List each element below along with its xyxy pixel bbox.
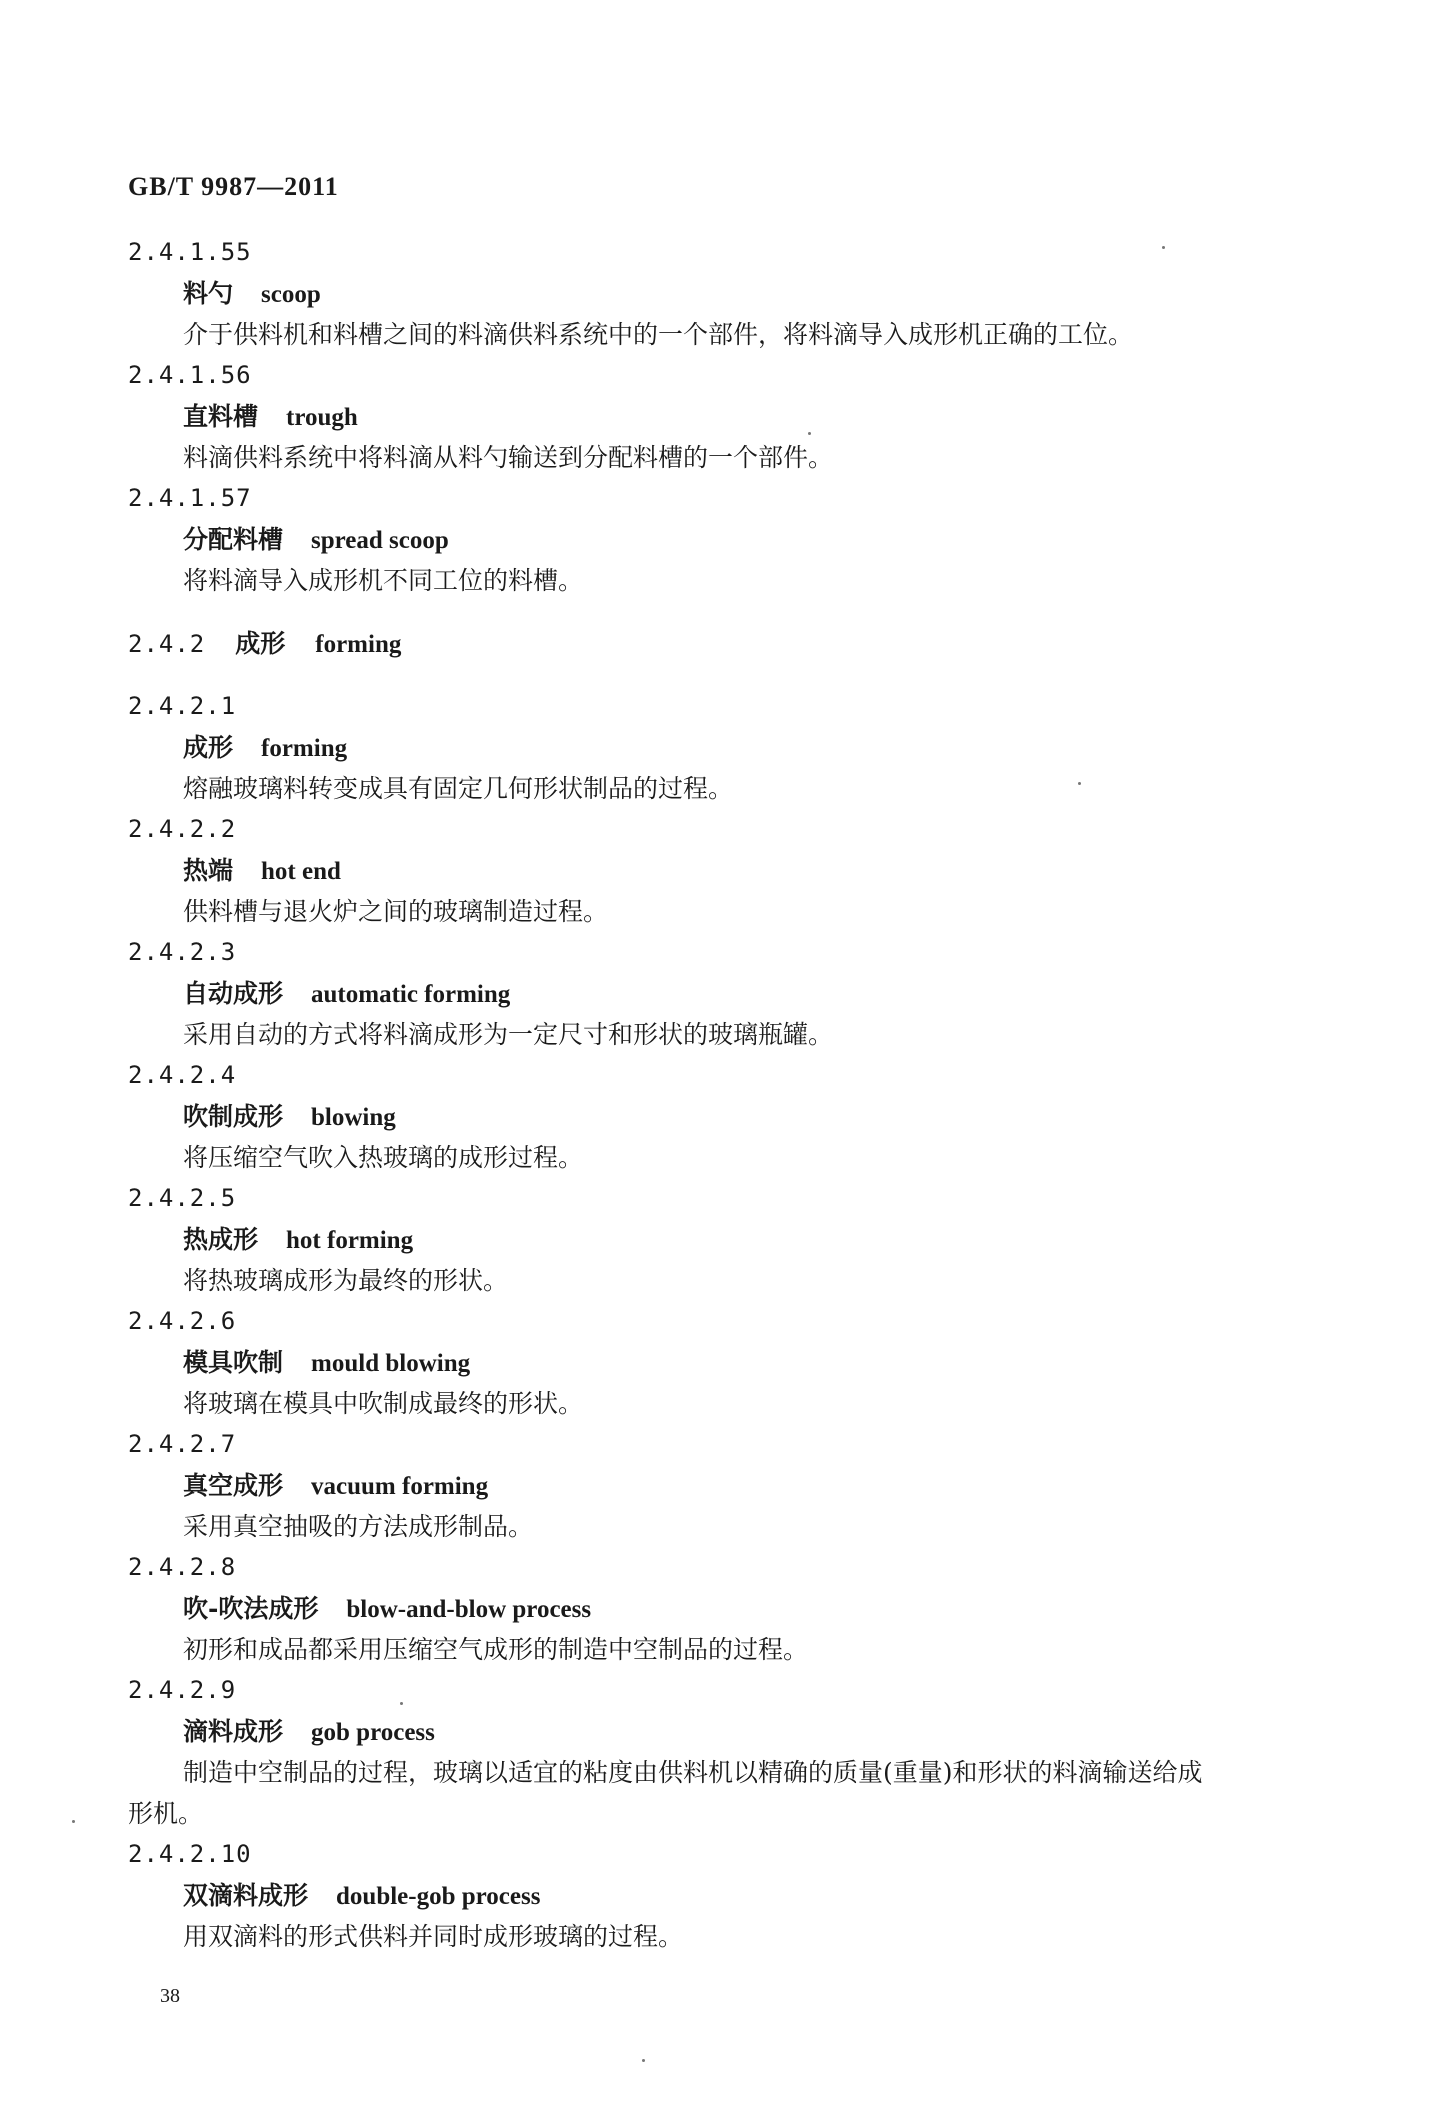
section-title-cn: 成形	[235, 629, 286, 658]
term-en: double-gob process	[336, 1883, 541, 1910]
scan-speck	[1162, 246, 1165, 249]
term-cn: 双滴料成形	[183, 1881, 309, 1910]
term-en: hot end	[261, 858, 341, 885]
term-definition: 采用自动的方式将料滴成形为一定尺寸和形状的玻璃瓶罐。	[183, 1020, 834, 1049]
term-name	[128, 1096, 1318, 1137]
term-en: scoop	[261, 281, 321, 308]
term-cn: 真空成形	[183, 1471, 284, 1500]
term-number: 2.4.1.57	[128, 484, 252, 512]
term-en: trough	[286, 404, 358, 431]
term-number: 2.4.2.6	[128, 1307, 237, 1335]
term-cn: 自动成形	[183, 979, 284, 1008]
term-cn: 直料槽	[183, 402, 259, 431]
term-entry	[128, 686, 1318, 809]
term-entry	[128, 1424, 1318, 1547]
term-number: 2.4.2.7	[128, 1430, 237, 1458]
term-en: hot forming	[286, 1227, 414, 1254]
term-definition: 熔融玻璃料转变成具有固定几何形状制品的过程。	[183, 774, 734, 803]
term-number: 2.4.2.5	[128, 1184, 237, 1212]
term-definition: 采用真空抽吸的方法成形制品。	[183, 1512, 534, 1541]
term-number: 2.4.2.1	[128, 692, 237, 720]
term-cn: 料勺	[183, 279, 234, 308]
term-entry	[128, 1834, 1318, 1957]
term-entry	[128, 355, 1318, 478]
term-en: automatic forming	[311, 981, 511, 1008]
scan-speck	[1078, 782, 1081, 785]
term-entry	[128, 932, 1318, 1055]
term-entry	[128, 478, 1318, 601]
term-cn: 滴料成形	[183, 1717, 284, 1746]
term-definition: 将玻璃在模具中吹制成最终的形状。	[183, 1389, 584, 1418]
term-en: blow-and-blow process	[346, 1596, 592, 1623]
term-number: 2.4.2.9	[128, 1676, 237, 1704]
term-entry	[128, 1178, 1318, 1301]
term-number: 2.4.1.56	[128, 361, 252, 389]
term-en: vacuum forming	[311, 1473, 489, 1500]
term-number: 2.4.2.4	[128, 1061, 237, 1089]
term-cn: 热成形	[183, 1225, 259, 1254]
term-name	[128, 519, 1318, 560]
term-en: forming	[261, 735, 348, 762]
term-name	[128, 850, 1318, 891]
term-definition: 供料槽与退火炉之间的玻璃制造过程。	[183, 897, 609, 926]
term-definition: 用双滴料的形式供料并同时成形玻璃的过程。	[183, 1922, 684, 1951]
term-cn: 模具吹制	[183, 1348, 284, 1377]
term-definition: 初形和成品都采用压缩空气成形的制造中空制品的过程。	[183, 1635, 809, 1664]
term-name	[128, 1875, 1318, 1916]
term-cn: 热端	[183, 856, 234, 885]
term-en: mould blowing	[311, 1350, 471, 1377]
term-name	[128, 1588, 1318, 1629]
term-name	[128, 396, 1318, 437]
term-cn: 成形	[183, 733, 234, 762]
term-number: 2.4.2.8	[128, 1553, 237, 1581]
term-definition-continuation: 形机。	[128, 1799, 204, 1828]
term-entry	[128, 1301, 1318, 1424]
term-name	[128, 973, 1318, 1014]
section-heading	[128, 623, 1318, 664]
document-body	[128, 232, 1318, 1957]
term-entry	[128, 1055, 1318, 1178]
term-definition: 将压缩空气吹入热玻璃的成形过程。	[183, 1143, 584, 1172]
term-definition: 将料滴导入成形机不同工位的料槽。	[183, 566, 584, 595]
document-header: GB/T 9987—2011	[128, 172, 339, 201]
page-number: 38	[160, 1985, 180, 2007]
term-entry	[128, 809, 1318, 932]
term-number: 2.4.2.2	[128, 815, 237, 843]
term-name	[128, 1219, 1318, 1260]
scan-speck	[642, 2059, 645, 2062]
scan-speck	[400, 1702, 403, 1705]
term-en: spread scoop	[311, 527, 449, 554]
term-definition: 制造中空制品的过程，玻璃以适宜的粘度由供料机以精确的质量(重量)和形状的料滴输送给成	[183, 1758, 1203, 1787]
scan-speck	[808, 432, 811, 435]
term-number: 2.4.2.3	[128, 938, 237, 966]
term-definition: 介于供料机和料槽之间的料滴供料系统中的一个部件，将料滴导入成形机正确的工位。	[183, 320, 1134, 349]
term-definition: 将热玻璃成形为最终的形状。	[183, 1266, 509, 1295]
term-entry	[128, 232, 1318, 355]
term-name	[128, 1465, 1318, 1506]
term-name	[128, 1711, 1318, 1752]
section-number: 2.4.2	[128, 630, 206, 658]
term-number: 2.4.2.10	[128, 1840, 252, 1868]
term-entry	[128, 1547, 1318, 1670]
term-definition: 料滴供料系统中将料滴从料勺输送到分配料槽的一个部件。	[183, 443, 834, 472]
term-name	[128, 727, 1318, 768]
section-title-en: forming	[315, 631, 402, 658]
term-cn: 吹-吹法成形	[183, 1594, 319, 1623]
term-entry	[128, 1670, 1318, 1834]
term-name	[128, 273, 1318, 314]
term-cn: 吹制成形	[183, 1102, 284, 1131]
term-name	[128, 1342, 1318, 1383]
term-en: gob process	[311, 1719, 435, 1746]
term-en: blowing	[311, 1104, 396, 1131]
term-number: 2.4.1.55	[128, 238, 252, 266]
term-cn: 分配料槽	[183, 525, 284, 554]
scan-speck	[72, 1820, 75, 1823]
